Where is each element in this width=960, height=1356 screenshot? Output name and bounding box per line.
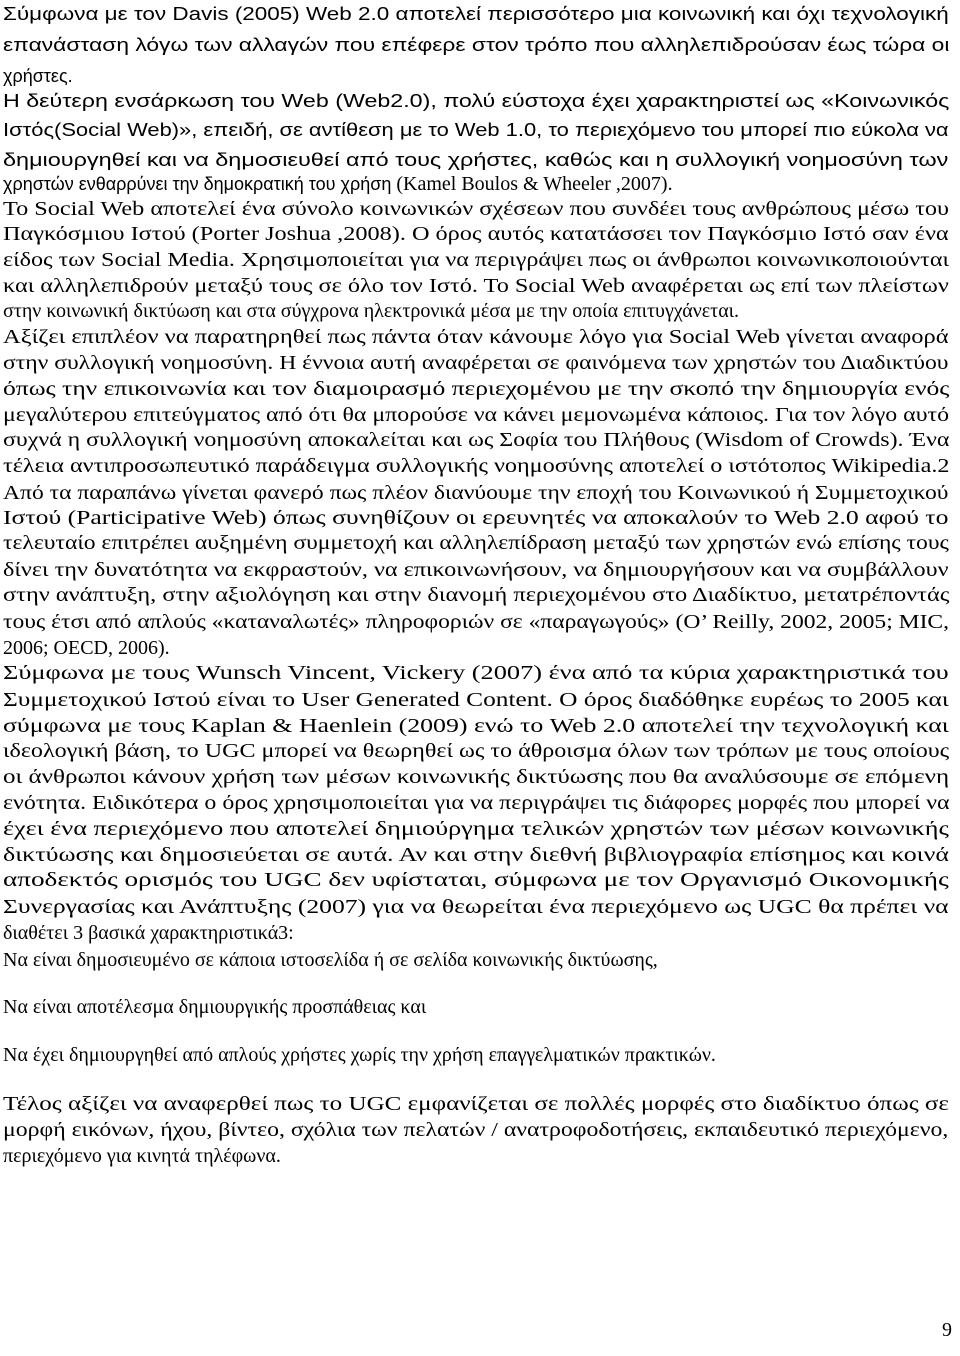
text-line: Από τα παραπάνω γίνεται φανερό πως πλέον διανύουμε την εποχή του Κοινωνικού ή Συμμετοχικού [3,482,949,504]
text-line: είδος των Social Media. Χρησιμοποιείται για να περιγράψει πως οι άνθρωποι κοινωνικοποιούνται [3,249,949,271]
text-segment: χρηστών ενθαρρύνει την δημοκρατική του χρήση [3,174,397,194]
text-line: Να είναι δημοσιευμένο σε κάποια ιστοσελίδα ή σε σελίδα κοινωνικής δικτύωσης, [3,949,658,971]
text-line: ιδεολογική βάση, το UGC μπορεί να θεωρηθεί ως το άθροισμα όλων των τρόπων με τους οποίους [3,740,950,762]
text-line: Ιστός(Social Web)», επειδή, σε αντίθεση με το Web 1.0, το περιεχόμενο του μπορεί πιο εύκολα να [3,120,949,140]
text-segment: (Kamel Boulos & Wheeler ,2007). [396,173,673,195]
text-line: έχει ένα περιεχόμενο που αποτελεί δημιούργημα τελικών χρηστών των μέσων κοινωνικής [3,818,949,840]
text-line: χρήστες. [3,66,73,86]
text-line: δίνει την δυνατότητα να εκφραστούν, να επικοινωνήσουν, να δημιουργήσουν και να συμβάλλουν [3,559,949,581]
text-line: αποδεκτός ορισμός του UGC δεν υφίσταται, σύμφωνα με τον Οργανισμό Οικονομικής [3,869,949,891]
text-line: όπως την επικοινωνία και τον διαμοιρασμό περιεχομένου με την σκοπό την δημιουργία ενός [3,378,950,400]
text-line: Να είναι αποτέλεσμα δημιουργικής προσπάθειας και [3,996,427,1018]
text-line: δικτύωσης και δημοσιεύεται σε αυτά. Αν και στην διεθνή βιβλιογραφία επίσημος και κοινά [3,844,949,866]
text-line: στην κοινωνική δικτύωση και στα σύγχρονα ηλεκτρονικά μέσα με την οποία επιτυγχάνεται. [3,300,740,322]
text-line: Το Social Web αποτελεί ένα σύνολο κοινωνικών σχέσεων που συνδέει τους ανθρώπους μέσω του [3,198,950,220]
text-line: Να έχει δημιουργηθεί από απλούς χρήστες χωρίς την χρήση επαγγελματικών πρακτικών. [3,1044,716,1066]
text-line: τους έτσι από απλούς «καταναλωτές» πληροφοριών σε «παραγωγούς» (O’ Reilly, 2002, 2005; MIC, [3,611,950,633]
text-line [3,172,673,196]
text-line: διαθέτει 3 βασικά χαρακτηριστικά3: [3,922,294,944]
page-number: 9 [942,1319,952,1341]
text-line: Ιστού (Participative Web) όπως συνηθίζουν οι ερευνητές να αποκαλούν το Web 2.0 αφού το [3,507,949,529]
text-line: περιεχόμενο για κινητά τηλέφωνα. [3,1145,281,1167]
text-line: Συνεργασίας και Ανάπτυξης (2007) για να θεωρείται ένα περιεχόμενο ως UGC θα πρέπει να [3,896,949,918]
text-line: σύμφωνα με τους Kaplan & Haenlein (2009) ενώ το Web 2.0 αποτελεί την τεχνολογική και [3,715,949,737]
text-line: ενότητα. Ειδικότερα ο όρος χρησιμοποιείται για να περιγράψει τις διάφορες μορφές που μπορεί να [3,792,950,814]
text-line: δημιουργηθεί και να δημοσιευθεί από τους χρήστες, καθώς και η συλλογική νοημοσύνη των [3,150,949,170]
text-line: και αλληλεπιδρούν μεταξύ τους σε όλο τον Ιστό. Το Social Web αναφέρεται ως επί των πλείστων [3,275,949,297]
text-line: στην ανάπτυξη, στην αξιολόγηση και στην διανομή περιεχομένου στο Διαδίκτυο, μετατρέποντάς [3,584,950,606]
text-line: Παγκόσμιου Ιστού (Porter Joshua ,2008). Ο όρος αυτός κατατάσσει τον Παγκόσμιο Ιστό σαν ένα [3,223,949,245]
text-line: στην συλλογική νοημοσύνη. Η έννοια αυτή αναφέρεται σε φαινόμενα των χρηστών του Διαδικτύου [3,352,949,374]
text-line: μορφή εικόνων, ήχου, βίντεο, σχόλια των πελατών / ανατροφοδοτήσεις, εκπαιδευτικό περιεχόμενο, [3,1119,949,1141]
text-line: Αξίζει επιπλέον να παρατηρηθεί πως πάντα όταν κάνουμε λόγο για Social Web γίνεται αναφορά [3,326,949,348]
text-line: συχνά η συλλογική νοημοσύνη αποκαλείται και ως Σοφία του Πλήθους (Wisdom of Crowds). Ένα [3,429,950,451]
text-line: 2006; OECD, 2006). [3,637,170,659]
text-line: Τέλος αξίζει να αναφερθεί πως το UGC εμφανίζεται σε πολλές μορφές στο διαδίκτυο όπως σε [3,1093,949,1115]
text-line: οι άνθρωποι κάνουν χρήση των μέσων κοινωνικής δικτύωσης που θα αναλύσουμε σε επόμενη [3,766,950,788]
text-line: επανάσταση λόγω των αλλαγών που επέφερε στον τρόπο που αλληλεπιδρούσαν έως τώρα οι [3,35,950,55]
text-line: Συμμετοχικού Ιστού είναι το User Generated Content. Ο όρος διαδόθηκε ευρέως το 2005 και [3,689,949,711]
text-line: Σύμφωνα με τον Davis (2005) Web 2.0 αποτελεί περισσότερο μια κοινωνική και όχι τεχνολογική [3,4,949,24]
text-line: Σύμφωνα με τους Wunsch Vincent, Vickery (2007) ένα από τα κύρια χαρακτηριστικά του [3,662,949,684]
text-line: Η δεύτερη ενσάρκωση του Web (Web2.0), πολύ εύστοχα έχει χαρακτηριστεί ως «Κοινωνικός [3,91,950,111]
text-line: τέλεια αντιπροσωπευτικό παράδειγμα συλλογικής νοημοσύνης αποτελεί ο ιστότοπος Wikipedia.2 [3,455,950,477]
text-line: τελευταίο επιτρέπει αυξημένη συμμετοχή και αλληλεπίδραση μεταξύ των χρηστών ενώ επίσης τους [3,532,949,554]
text-line: μεγαλύτερου επιτεύγματος από ότι θα μπορούσε να κάνει μεμονωμένα κάποιος. Για τον λόγο αυτό [3,404,950,426]
